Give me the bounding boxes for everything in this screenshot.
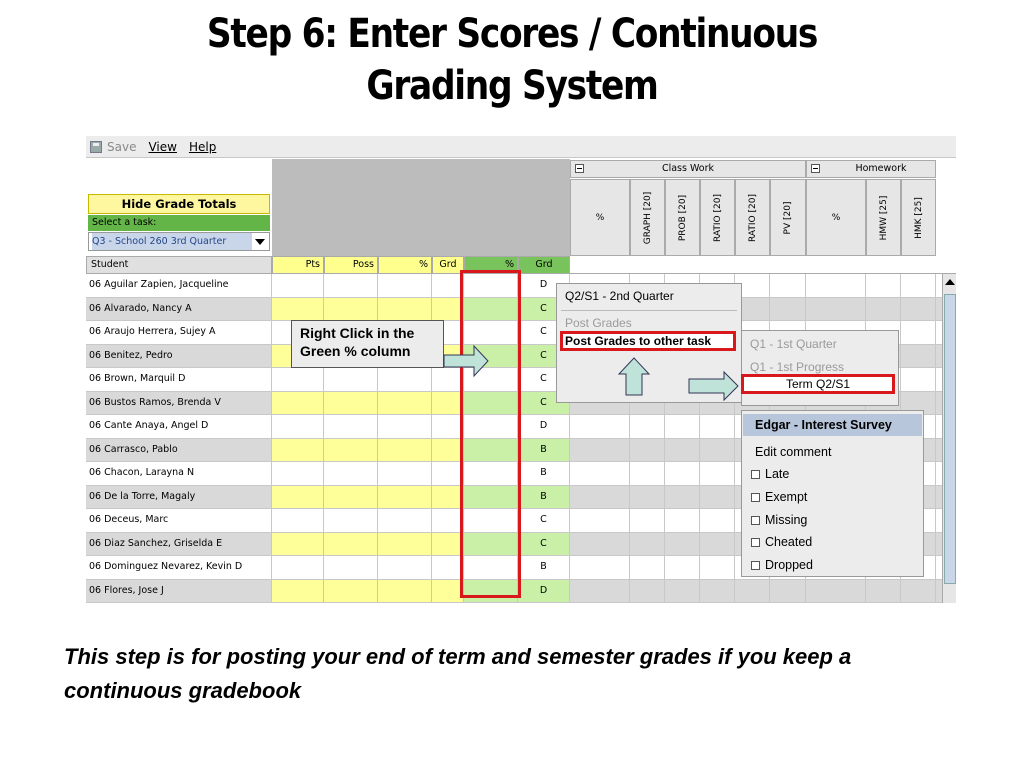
column-label: RATIO [20] <box>712 193 723 242</box>
student-name-cell[interactable]: 06 Aguilar Zapien, Jacqueline <box>86 274 272 298</box>
late-label: Late <box>765 467 790 481</box>
header-student[interactable]: Student <box>86 256 272 274</box>
student-name-cell[interactable]: 06 Diaz Sanchez, Griselda E <box>86 533 272 557</box>
grade-cell[interactable]: B <box>518 556 570 580</box>
slide-title-line1: Step 6: Enter Scores / Continuous <box>206 11 818 57</box>
save-label: Save <box>107 139 137 154</box>
grade-cell[interactable]: B <box>518 439 570 463</box>
student-name-cell[interactable]: 06 Brown, Marquil D <box>86 368 272 392</box>
column-label: RATIO [20] <box>747 193 758 242</box>
score-menu-title: Edgar - Interest Survey <box>743 414 922 436</box>
submenu-q1-progress[interactable]: Q1 - 1st Progress <box>750 360 845 374</box>
edit-comment-item[interactable]: Edit comment <box>755 445 832 459</box>
grade-cell[interactable]: C <box>518 533 570 557</box>
student-name-cell[interactable]: 06 De la Torre, Magaly <box>86 486 272 510</box>
student-name-cell[interactable]: 06 Dominguez Nevarez, Kevin D <box>86 556 272 580</box>
header-grd[interactable]: Grd <box>432 256 464 274</box>
header-pts[interactable]: Pts <box>272 256 324 274</box>
column-label: GRAPH [20] <box>642 191 653 244</box>
up-arrow-icon <box>619 358 649 395</box>
classwork-group-label: Class Work <box>661 163 715 174</box>
help-menu[interactable]: Help <box>188 139 217 154</box>
slide-caption: This step is for posting your end of term and semester grades if you keep a continuous gradebook <box>64 644 852 703</box>
task-label: Select a task: <box>88 215 270 231</box>
student-name-cell[interactable]: 06 Bustos Ramos, Brenda V <box>86 392 272 416</box>
grade-cell[interactable]: C <box>518 368 570 392</box>
column-label: % <box>831 212 841 223</box>
grade-cell[interactable]: D <box>518 415 570 439</box>
submenu-q1-quarter[interactable]: Q1 - 1st Quarter <box>750 337 837 351</box>
callout-line2: Green % column <box>300 343 411 359</box>
column-label: % <box>595 212 605 223</box>
task-select-value: Q3 - School 260 3rd Quarter <box>92 233 252 250</box>
post-grades-to-other-task-item[interactable]: Post Grades to other task <box>560 331 736 351</box>
student-name-cell[interactable]: 06 Chacon, Larayna N <box>86 462 272 486</box>
grade-cell[interactable]: C <box>518 509 570 533</box>
post-grades-item[interactable]: Post Grades <box>565 316 632 330</box>
student-name-cell[interactable]: 06 Alvarado, Nancy A <box>86 298 272 322</box>
grade-cell[interactable]: D <box>518 580 570 604</box>
grade-cell[interactable]: B <box>518 486 570 510</box>
grade-cell[interactable]: C <box>518 345 570 369</box>
student-name-cell[interactable]: 06 Cante Anaya, Angel D <box>86 415 272 439</box>
column-label: PV [20] <box>783 201 793 234</box>
right-arrow-icon <box>689 372 738 400</box>
callout-line1: Right Click in the <box>300 325 415 341</box>
header-pct[interactable]: % <box>378 256 432 274</box>
homework-group-label: Homework <box>855 163 907 174</box>
right-arrow-icon <box>444 346 488 376</box>
grade-cell[interactable]: C <box>518 321 570 345</box>
grade-cell[interactable]: C <box>518 392 570 416</box>
header-green-pct[interactable]: % <box>464 256 518 274</box>
dropped-label: Dropped <box>765 558 813 572</box>
student-name-cell[interactable]: 06 Benitez, Pedro <box>86 345 272 369</box>
view-menu[interactable]: View <box>148 139 177 154</box>
student-name-cell[interactable]: 06 Araujo Herrera, Sujey A <box>86 321 272 345</box>
grade-cell[interactable]: B <box>518 462 570 486</box>
column-label: HMK [25] <box>913 196 924 239</box>
student-name-cell[interactable]: 06 Deceus, Marc <box>86 509 272 533</box>
grade-cell[interactable]: D <box>518 274 570 298</box>
exempt-label: Exempt <box>765 490 808 504</box>
missing-label: Missing <box>765 513 808 527</box>
column-label: HMW [25] <box>878 195 889 240</box>
cheated-label: Cheated <box>765 535 813 549</box>
student-name-cell[interactable]: 06 Flores, Jose J <box>86 580 272 604</box>
header-poss[interactable]: Poss <box>324 256 378 274</box>
grade-cell[interactable]: C <box>518 298 570 322</box>
column-label: PROB [20] <box>677 194 688 241</box>
hide-grade-totals-button[interactable]: Hide Grade Totals <box>88 194 270 214</box>
context-menu-header: Q2/S1 - 2nd Quarter <box>565 289 674 303</box>
slide-title-line2: Grading System <box>366 63 658 109</box>
term-q2-s1-item[interactable]: Term Q2/S1 <box>741 374 895 394</box>
header-green-grd[interactable]: Grd <box>518 256 570 274</box>
student-name-cell[interactable]: 06 Carrasco, Pablo <box>86 439 272 463</box>
